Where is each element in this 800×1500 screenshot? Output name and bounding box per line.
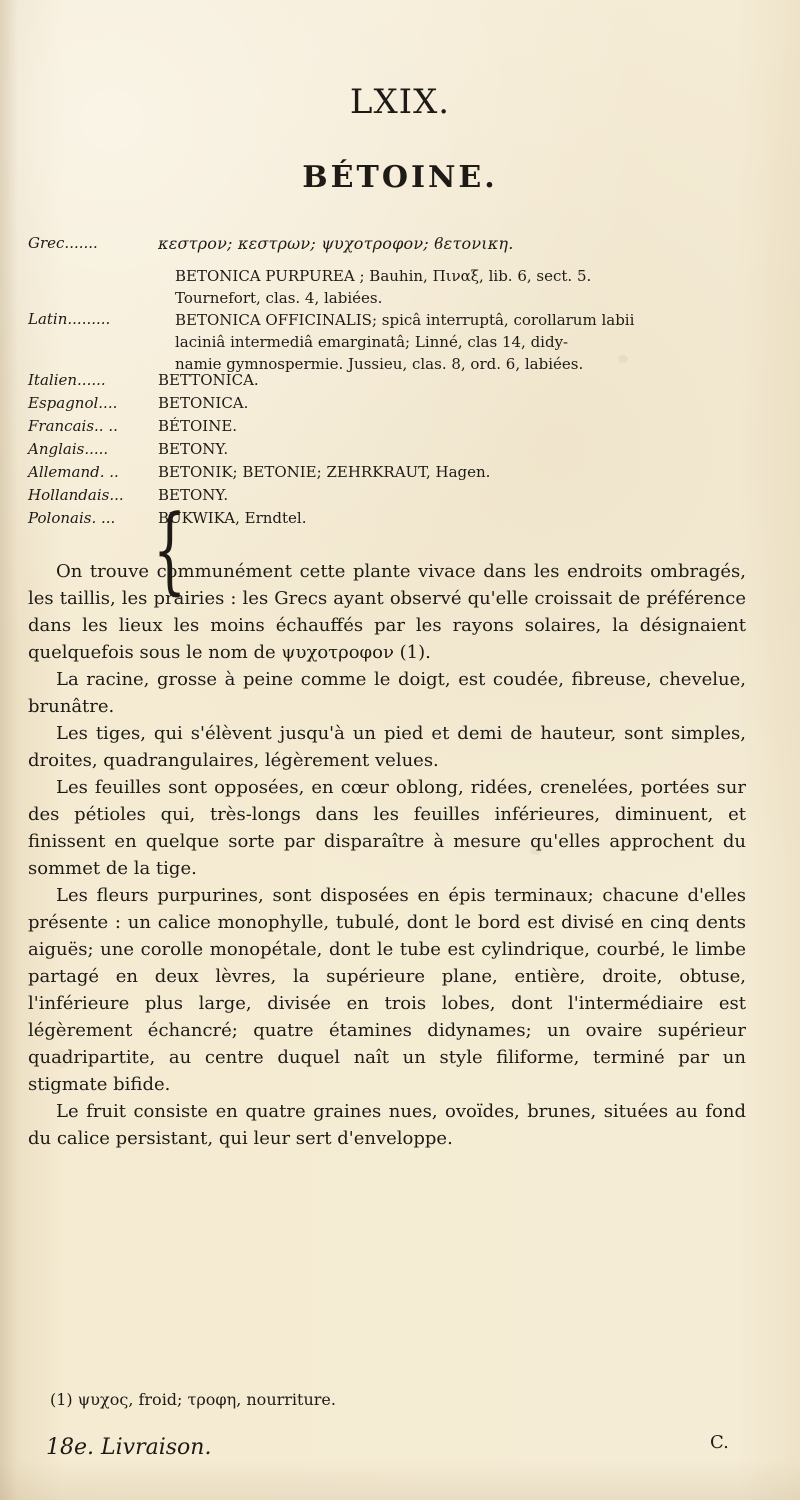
- language-value: BETONY.: [158, 440, 229, 458]
- latin-line: Tournefort, clas. 4, labiées.: [175, 289, 383, 307]
- latin-brace: {: [153, 495, 187, 605]
- flowers-paragraph: Les fleurs purpurines, sont disposées en épis terminaux; chacune d'elles présente : un calice monophylle, tubulé, dont le bord est divisé en cinq dents aiguës; une corolle monopétale, dont le tube est cylindrique, courbé, le limbe partagé en deux lèvres, la supérieure plane, entière, droite, obtuse, l'inférieure plus large, divisée en trois lobes, dont l'intermédiaire est légèrement échancré; quatre étamines didynames; un ovaire supérieur quadripartite, au centre duquel naît un style filiforme, terminé par un stigmate bifide.: [28, 885, 746, 1095]
- language-label: Italien......: [28, 371, 106, 389]
- language-value: BÉTOINE.: [158, 417, 238, 435]
- language-label: Hollandais...: [28, 486, 124, 504]
- description-text: [28, 558, 746, 1152]
- latin-line: laciniâ intermediâ emarginatâ; Linné, clas 14, didy-: [175, 333, 569, 351]
- language-value: BETTONICA.: [158, 371, 259, 389]
- livraison-label: 18e. Livraison.: [46, 1435, 212, 1460]
- plate-number: LXIX.: [349, 82, 451, 122]
- greek-value: κεστρον; κεστρων; ψυχοτροφον; ϐετονικη.: [158, 234, 514, 253]
- language-label: Allemand. ..: [28, 463, 119, 481]
- leaves-paragraph: Les feuilles sont opposées, en cœur oblong, ridées, crenelées, portées sur des pétioles qui, très-longs dans les feuilles inférieures, diminuent, et finissent en quelque sorte par disparaître à mesure qu'elles approchent du sommet de la tige.: [28, 777, 746, 879]
- latin-label: Latin.........: [28, 310, 111, 328]
- language-value: BUKWIKA, Erndtel.: [158, 509, 307, 527]
- plant-title: BÉTOINE.: [302, 160, 498, 195]
- habitat-paragraph: On trouve communément cette plante vivace dans les endroits ombragés, les taillis, les prairies : les Grecs ayant observé qu'elle croissait de préférence dans les lieux les moins échauffés par les rayons solaires, la désignaient quelquefois sous le nom de ψυχοτροφον (1).: [28, 561, 746, 663]
- fruit-paragraph: Le fruit consiste en quatre graines nues, ovoïdes, brunes, situées au fond du calice persistant, qui leur sert d'enveloppe.: [28, 1101, 746, 1149]
- latin-line: BETONICA PURPUREA ; Bauhin, Πιναξ, lib. 6, sect. 5.: [175, 267, 592, 285]
- language-value: BETONIK; BETONIE; ZEHRKRAUT, Hagen.: [158, 463, 491, 481]
- language-label: Francais.. ..: [28, 417, 118, 435]
- latin-line: namie gymnospermie. Jussieu, clas. 8, ord. 6, labiées.: [175, 355, 584, 373]
- language-label: Polonais. ...: [28, 509, 116, 527]
- footnote: (1) ψυχος, froid; τροφη, nourriture.: [50, 1390, 336, 1409]
- language-label: Espagnol....: [28, 394, 118, 412]
- stem-paragraph: Les tiges, qui s'élèvent jusqu'à un pied et demi de hauteur, sont simples, droites, quadrangulaires, légèrement velues.: [28, 723, 746, 771]
- signature-mark: C.: [710, 1432, 729, 1453]
- latin-line: BETONICA OFFICINALIS; spicâ interruptâ, corollarum labii: [175, 311, 635, 329]
- language-value: BETONICA.: [158, 394, 249, 412]
- latin-names-block: [175, 265, 765, 375]
- greek-label: Grec.......: [28, 234, 98, 252]
- language-value: BETONY.: [158, 486, 229, 504]
- language-label: Anglais.....: [28, 440, 109, 458]
- root-paragraph: La racine, grosse à peine comme le doigt, est coudée, fibreuse, chevelue, brunâtre.: [28, 669, 746, 717]
